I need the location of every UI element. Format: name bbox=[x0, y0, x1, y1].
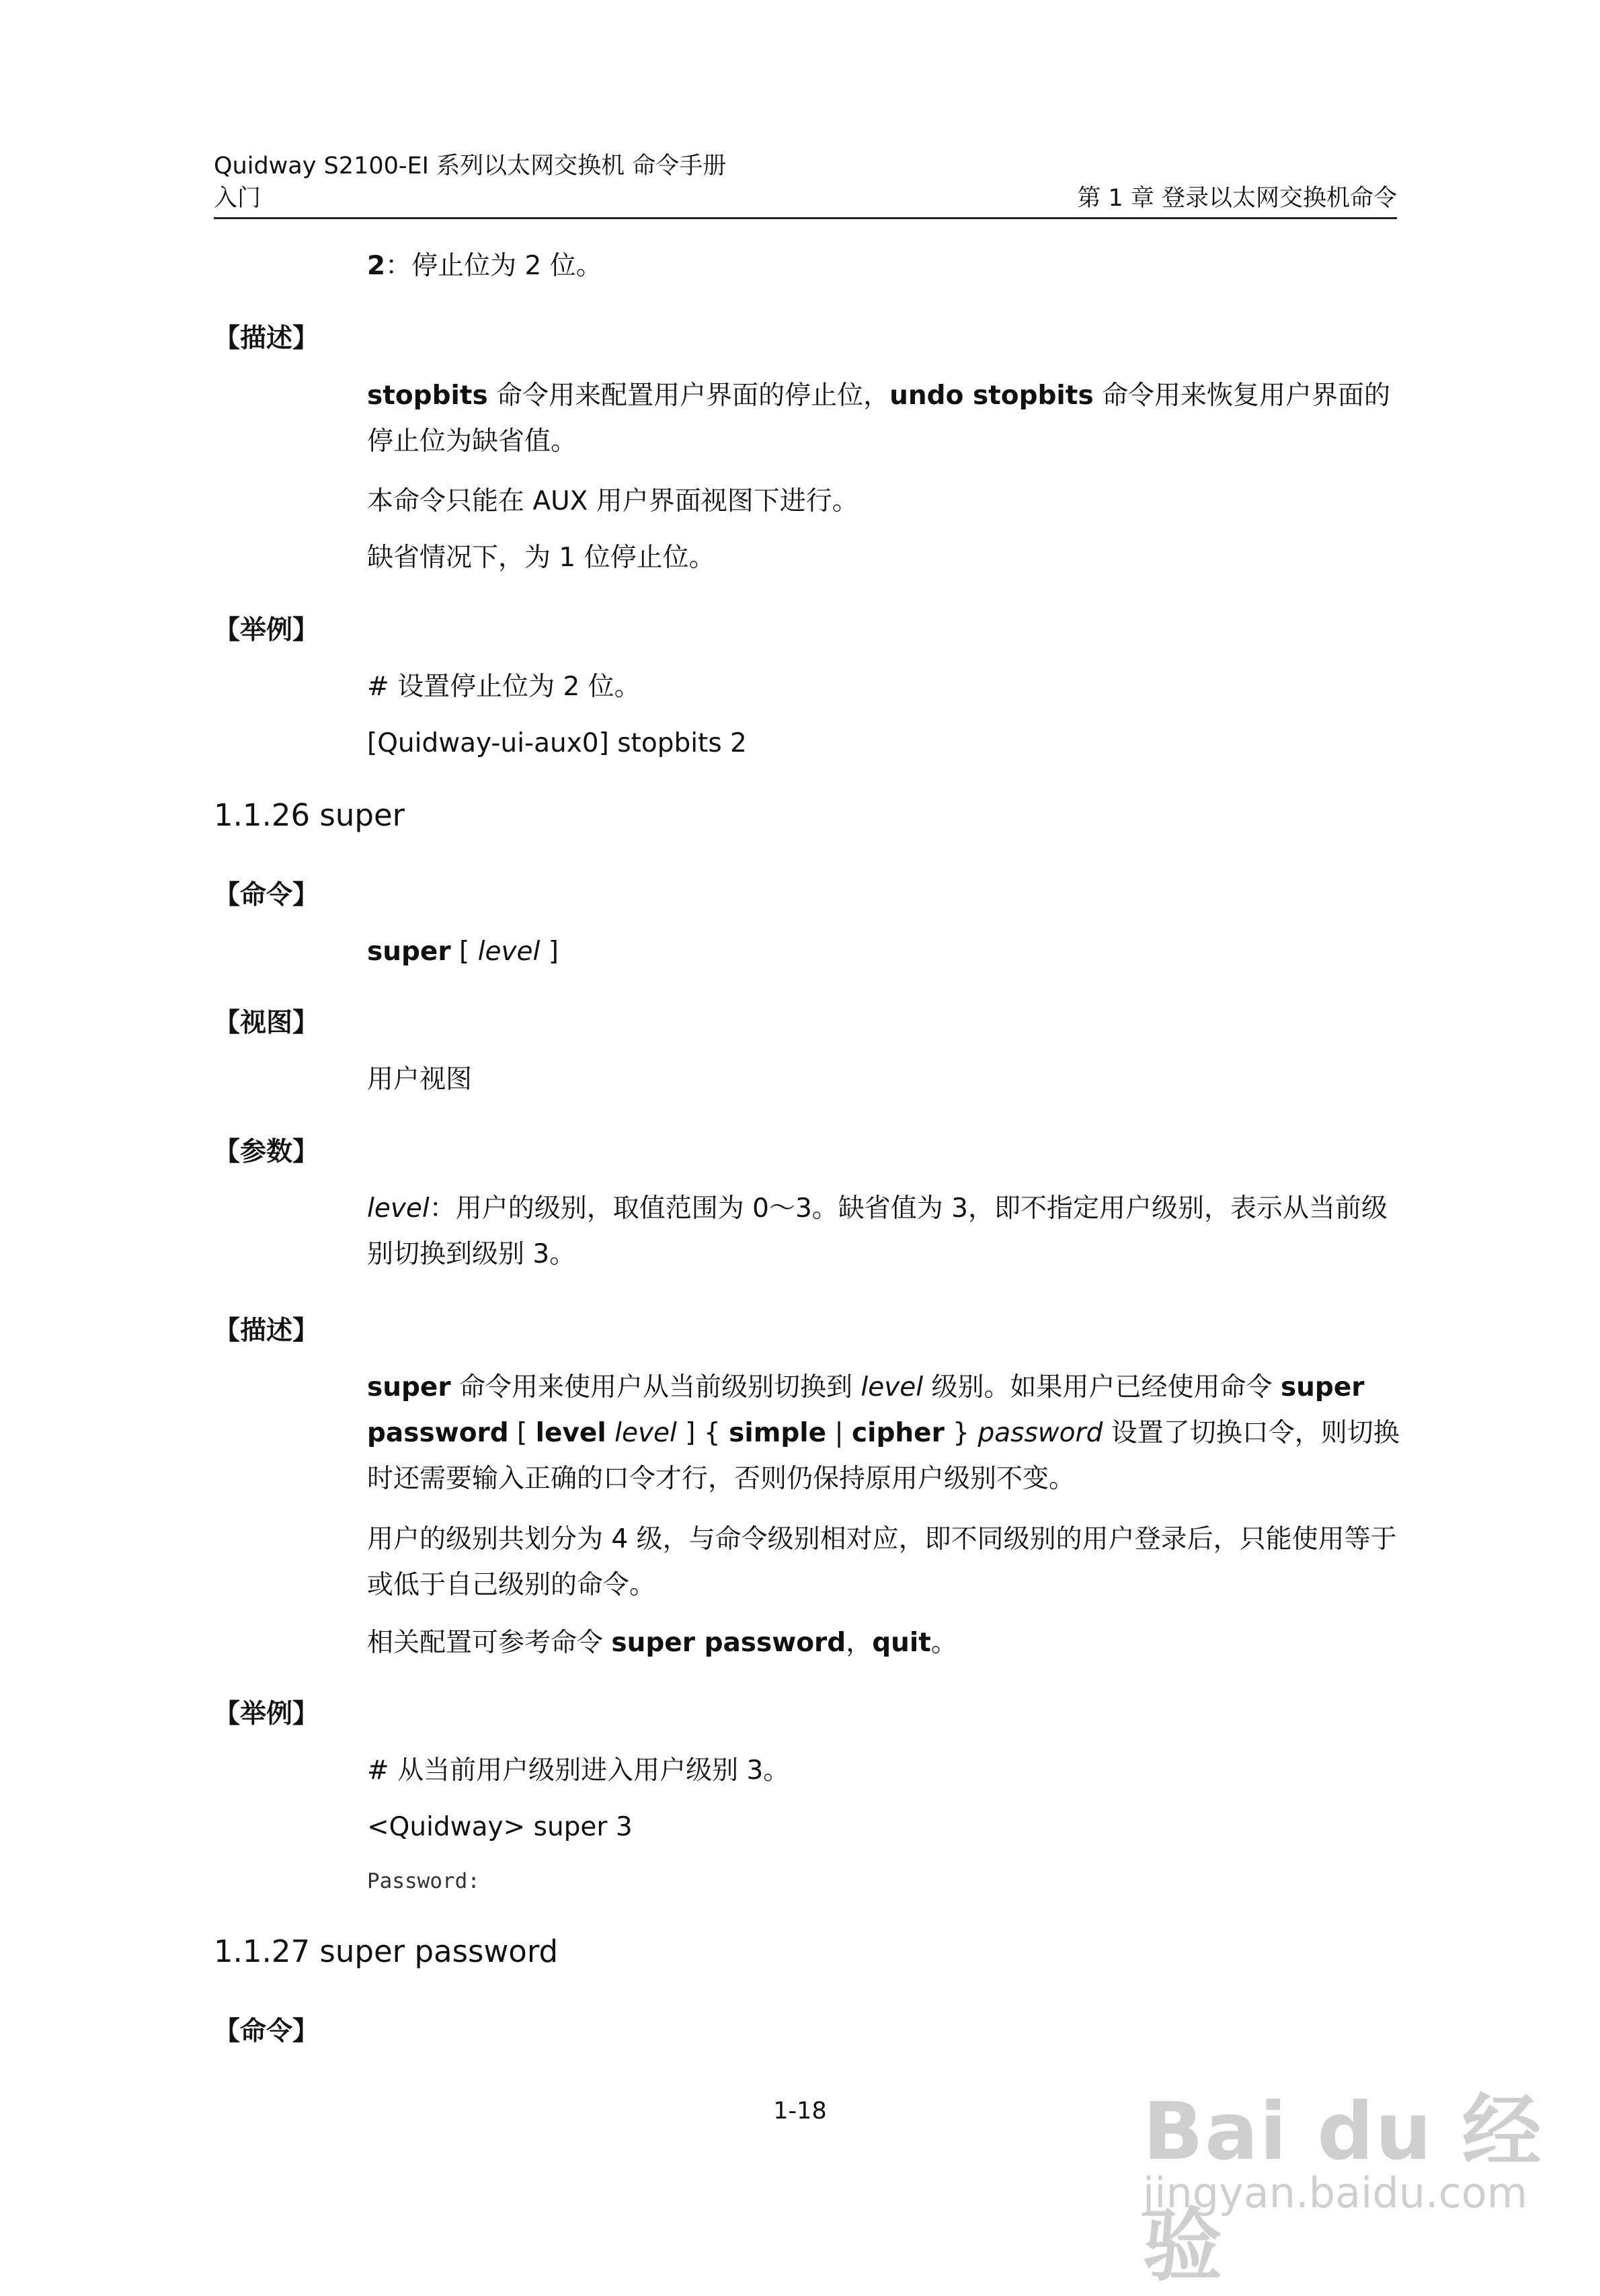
bracket: ] bbox=[540, 937, 559, 967]
header-title: Quidway S2100-EI 系列以太网交换机 命令手册 bbox=[214, 153, 727, 180]
section-heading-super: 1.1.26 super bbox=[214, 797, 405, 833]
example-output: Password: bbox=[367, 1869, 480, 1893]
desc-text: 命令用来恢复用户界面的停止位为缺省值。 bbox=[367, 381, 1391, 457]
t: ， bbox=[846, 1628, 873, 1658]
super-desc-p3 bbox=[367, 1620, 1402, 1666]
param: level bbox=[614, 1418, 677, 1448]
watermark-brand: Bai du 经验 bbox=[1143, 2085, 1543, 2292]
stopbits-desc-p1 bbox=[367, 373, 1402, 465]
t: 。 bbox=[930, 1628, 957, 1658]
example-command: [Quidway-ui-aux0] stopbits 2 bbox=[367, 728, 747, 758]
value-number: 2 bbox=[367, 251, 386, 281]
example-label: 【举例】 bbox=[214, 615, 319, 645]
param-level: level bbox=[367, 1193, 430, 1224]
kw-stopbits: stopbits bbox=[367, 381, 488, 411]
example-comment: # 设置停止位为 2 位。 bbox=[367, 672, 641, 702]
desc-text: 命令用来配置用户界面的停止位， bbox=[487, 381, 890, 411]
t: | bbox=[826, 1418, 852, 1448]
kw: super bbox=[367, 1372, 451, 1402]
cmd-label: 【命令】 bbox=[214, 880, 319, 910]
super-desc-p2: 用户的级别共划分为 4 级，与命令级别相对应，即不同级别的用户登录后，只能使用等于或低于自己级别的命令。 bbox=[367, 1524, 1397, 1600]
view-label: 【视图】 bbox=[214, 1008, 319, 1038]
param: level bbox=[861, 1372, 924, 1402]
cmd-label: 【命令】 bbox=[214, 2016, 319, 2047]
t: } bbox=[944, 1418, 978, 1448]
param: password bbox=[977, 1418, 1103, 1448]
header-chapter: 第 1 章 登录以太网交换机命令 bbox=[1077, 185, 1397, 212]
kw: cipher bbox=[852, 1418, 945, 1448]
param-label: 【参数】 bbox=[214, 1137, 319, 1167]
header-rule bbox=[214, 217, 1397, 219]
section-heading-super-password: 1.1.27 super password bbox=[214, 1934, 559, 1969]
t bbox=[606, 1418, 614, 1448]
desc-label: 【描述】 bbox=[214, 323, 319, 354]
kw: simple bbox=[729, 1418, 827, 1448]
super-desc-p1 bbox=[367, 1365, 1402, 1502]
param-text: ：用户的级别，取值范围为 0～3。缺省值为 3，即不指定用户级别，表示从当前级别切换到级别 3。 bbox=[367, 1193, 1388, 1269]
kw: super password bbox=[367, 1372, 1365, 1448]
example-comment: # 从当前用户级别进入用户级别 3。 bbox=[367, 1755, 790, 1786]
kw: quit bbox=[872, 1628, 931, 1658]
bracket: [ bbox=[450, 937, 478, 967]
example-command: <Quidway> super 3 bbox=[367, 1812, 633, 1842]
t: 设置了切换口令，则切换时还需要输入正确的口令才行，否则仍保持原用户级别不变。 bbox=[367, 1418, 1400, 1494]
value-text: ：停止位为 2 位。 bbox=[385, 251, 602, 281]
super-syntax bbox=[367, 929, 1402, 975]
t: 命令用来使用户从当前级别切换到 bbox=[450, 1372, 861, 1402]
view-text: 用户视图 bbox=[367, 1064, 473, 1095]
t: ] { bbox=[676, 1418, 729, 1448]
page-number: 1-18 bbox=[773, 2098, 827, 2125]
desc-label: 【描述】 bbox=[214, 1316, 319, 1346]
param-level: level bbox=[477, 937, 541, 967]
stopbits-value-line bbox=[367, 243, 1402, 289]
example-label: 【举例】 bbox=[214, 1699, 319, 1729]
kw-undo-stopbits: undo stopbits bbox=[889, 381, 1094, 411]
t: 相关配置可参考命令 bbox=[367, 1628, 612, 1658]
kw: super password bbox=[611, 1628, 846, 1658]
kw-super: super bbox=[367, 937, 451, 967]
t: [ bbox=[508, 1418, 536, 1448]
stopbits-desc-p3: 缺省情况下，为 1 位停止位。 bbox=[367, 543, 715, 573]
header-subtitle: 入门 bbox=[214, 185, 262, 212]
param-description bbox=[367, 1186, 1402, 1277]
t: 级别。如果用户已经使用命令 bbox=[923, 1372, 1281, 1402]
stopbits-desc-p2: 本命令只能在 AUX 用户界面视图下进行。 bbox=[367, 486, 858, 516]
watermark-url: jingyan.baidu.com bbox=[1143, 2168, 1528, 2217]
kw: level bbox=[535, 1418, 606, 1448]
